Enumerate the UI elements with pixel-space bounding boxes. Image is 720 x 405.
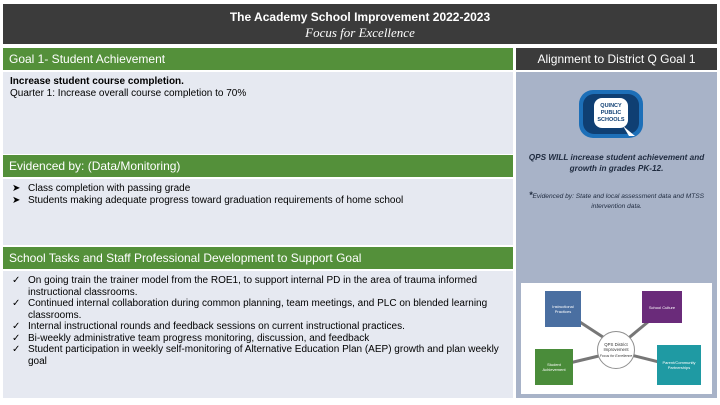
list-item: ➤ Students making adequate progress toward graduation requirements of home school — [12, 194, 404, 206]
goal-heading-bar — [3, 48, 513, 70]
alignment-heading: Alignment to District Q Goal 1 — [537, 52, 696, 66]
evidence-heading-bar — [3, 155, 513, 177]
goal-objective: Increase student course completion. — [10, 76, 184, 87]
tasks-heading: School Tasks and Staff Professional Development to Support Goal — [9, 251, 362, 265]
check-bullet-icon: ✓ — [12, 298, 21, 309]
qps-logo — [573, 86, 653, 142]
arrow-bullet-icon: ➤ — [12, 194, 21, 206]
list-item: ✓ On going train the trainer model from the ROE1, to support internal PD in the area of trauma informed instructional classrooms. — [12, 275, 478, 298]
alignment-heading-bar — [516, 48, 717, 70]
district-improvement-diagram — [521, 283, 712, 394]
check-bullet-icon: ✓ — [12, 321, 21, 332]
svg-text:QUINCY: QUINCY — [600, 103, 622, 109]
svg-text:PUBLIC: PUBLIC — [600, 110, 622, 116]
diagram-box-culture: School Culture — [642, 291, 682, 323]
diagram-center-title: QPS District Improvement — [603, 341, 629, 352]
list-item: ✓ Internal instructional rounds and feedback sessions on current instructional practices. — [12, 321, 405, 332]
list-item: ✓ Student participation in weekly self-monitoring of Alternative Education Plan (AEP) growth and plan weekly goal — [12, 344, 499, 367]
tasks-list — [10, 275, 506, 367]
page-title: The Academy School Improvement 2022-2023 — [229, 10, 491, 24]
arrow-bullet-icon: ➤ — [12, 183, 21, 194]
page-subtitle: Focus for Excellence — [305, 25, 415, 40]
goal-panel — [3, 72, 513, 154]
check-bullet-icon: ✓ — [12, 344, 21, 355]
list-item: ✓ Bi-weekly administrative team progress monitoring, discussion, and feedback — [12, 332, 370, 344]
goal-quarter: Quarter 1: Increase overall course completion to 70% — [10, 88, 247, 99]
diagram-center — [597, 331, 635, 369]
check-bullet-icon: ✓ — [12, 275, 21, 286]
qps-goal-statement: QPS WILL increase student achievement and growth in grades PK-12. — [528, 153, 705, 173]
page-header — [3, 4, 717, 44]
qps-evidence-note: *Evidenced by: State and local assessment data and MTSS intervention data. — [528, 190, 705, 210]
diagram-box-partnerships: Parent/Community Partnerships — [657, 345, 701, 385]
list-item: ✓ Continued internal collaboration during common planning, team meetings, and PLC on blended learning classrooms. — [12, 298, 488, 321]
evidence-panel — [3, 179, 513, 245]
goal-heading: Goal 1- Student Achievement — [9, 52, 166, 66]
evidence-list — [10, 183, 506, 206]
svg-text:SCHOOLS: SCHOOLS — [597, 117, 625, 123]
tasks-panel — [3, 271, 513, 398]
evidence-heading: Evidenced by: (Data/Monitoring) — [9, 159, 181, 173]
check-bullet-icon: ✓ — [12, 332, 21, 344]
diagram-center-subtitle: Focus for Excellence — [599, 353, 633, 358]
diagram-box-achievement: Student Achievement — [535, 349, 573, 385]
tasks-heading-bar — [3, 247, 513, 269]
list-item: ➤ Class completion with passing grade — [12, 183, 191, 194]
diagram-box-instructional: Instructional Practices — [545, 291, 581, 327]
